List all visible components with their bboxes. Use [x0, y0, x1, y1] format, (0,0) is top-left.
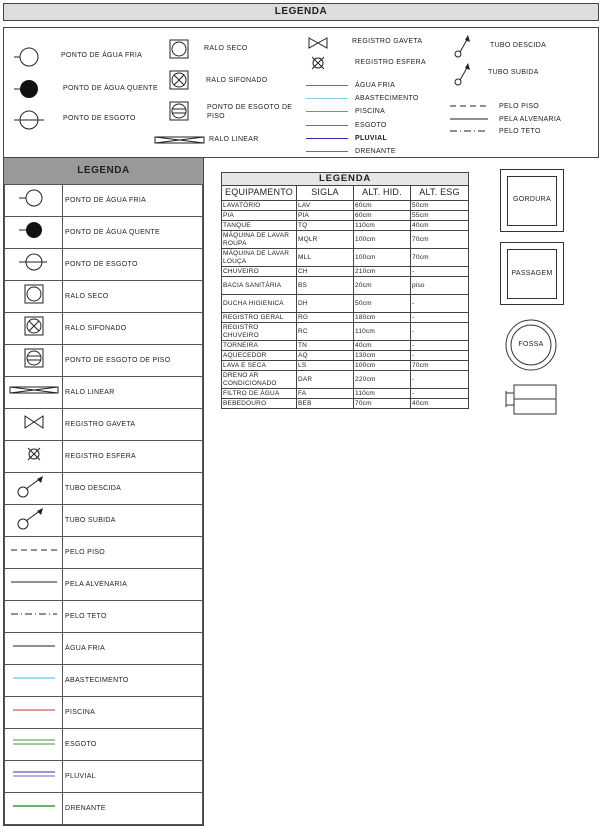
dash-dot-line-icon — [5, 601, 62, 627]
equipment-cell: DRENO AR CONDICIONADO — [222, 371, 297, 389]
blue-double-line-icon — [5, 761, 62, 787]
heater-icon — [504, 383, 560, 417]
left-legend-symbol-cell — [5, 633, 63, 665]
table-row — [222, 277, 469, 295]
alt-esg-cell: - — [411, 323, 469, 341]
table-row — [222, 267, 469, 277]
sigla-cell: RG — [297, 313, 354, 323]
equipment-cell: LAVATÓRIO — [222, 201, 297, 211]
top-valve-label-0: REGISTRO GAVETA — [352, 38, 423, 45]
alt-hid-cell: 210cm — [354, 267, 411, 277]
filled-circle-icon — [5, 217, 62, 243]
alt-esg-cell: - — [411, 351, 469, 361]
sigla-cell: DH — [297, 295, 354, 313]
sigla-cell: TQ — [297, 221, 354, 231]
circle-line-icon — [14, 111, 44, 129]
left-legend-label: RALO SIFONADO — [63, 313, 203, 345]
left-legend-symbol-cell — [5, 505, 63, 537]
top-legend-box — [3, 27, 599, 158]
top-linestyle-label-2: PELO TETO — [499, 128, 541, 135]
sigla-cell: CH — [297, 267, 354, 277]
top-col1-label-1: PONTO DE ÁGUA QUENTE — [63, 85, 158, 92]
top-line-style-symbols — [448, 100, 490, 136]
table-row — [222, 221, 469, 231]
ball-valve-icon — [312, 57, 324, 69]
header-sigla: SIGLA — [297, 186, 354, 201]
equipment-cell: LAVA E SECA — [222, 361, 297, 371]
alt-esg-cell: 40cm — [411, 399, 469, 409]
passagem-label: PASSAGEM — [511, 270, 553, 277]
color-line-0 — [306, 85, 348, 86]
left-legend-label: PONTO DE ESGOTO — [63, 249, 203, 281]
equipment-cell: TANQUE — [222, 221, 297, 231]
table-row — [222, 249, 469, 267]
left-legend-symbol-cell — [5, 217, 63, 249]
equipment-cell: PIA — [222, 211, 297, 221]
alt-hid-cell: 220cm — [354, 371, 411, 389]
alt-hid-cell: 40cm — [354, 341, 411, 351]
table-row — [222, 389, 469, 399]
equipment-cell: REGISTRO CHUVEIRO — [222, 323, 297, 341]
left-legend-symbol-cell — [5, 249, 63, 281]
left-legend-symbol-cell — [5, 761, 63, 793]
passagem-box — [500, 242, 564, 305]
gordura-box — [500, 169, 564, 232]
table-row — [222, 201, 469, 211]
top-tube-symbols — [450, 32, 478, 88]
left-legend-symbol-cell — [5, 473, 63, 505]
left-legend-symbol-cell — [5, 793, 63, 825]
table-row — [222, 313, 469, 323]
alt-esg-cell: 70cm — [411, 231, 469, 249]
sigla-cell: TN — [297, 341, 354, 351]
green-line-icon — [5, 793, 62, 819]
sigla-cell: DAR — [297, 371, 354, 389]
left-legend-row — [5, 441, 203, 473]
left-legend-row — [5, 281, 203, 313]
sigla-cell: BEB — [297, 399, 354, 409]
table-row — [222, 371, 469, 389]
left-legend-row — [5, 217, 203, 249]
alt-hid-cell: 20cm — [354, 277, 411, 295]
table-row — [222, 211, 469, 221]
top-col1-label-2: PONTO DE ESGOTO — [63, 115, 136, 122]
left-legend-row — [5, 313, 203, 345]
equipment-table — [221, 172, 469, 409]
ball-valve-icon — [5, 441, 62, 467]
left-legend-row — [5, 505, 203, 537]
circle-line-icon — [5, 249, 62, 275]
sigla-cell: LS — [297, 361, 354, 371]
top-tube-label-1: TUBO SUBIDA — [488, 69, 539, 76]
header-alt-esg: ALT. ESG — [411, 186, 469, 201]
sigla-cell: MLL — [297, 249, 354, 267]
left-legend-symbol-cell — [5, 377, 63, 409]
top-col2-symbols — [168, 38, 192, 128]
alt-hid-cell: 110cm — [354, 389, 411, 399]
left-legend-label: RALO LINEAR — [63, 377, 203, 409]
color-line-label-0: ÁGUA FRIA — [355, 82, 396, 89]
alt-hid-cell: 130cm — [354, 351, 411, 361]
open-circle-icon — [14, 48, 38, 66]
top-col2-label-3: RALO LINEAR — [209, 136, 259, 143]
color-line-label-5: DRENANTE — [355, 148, 396, 155]
sigla-cell: PIA — [297, 211, 354, 221]
alt-hid-cell: 60cm — [354, 201, 411, 211]
header-equipamento: EQUIPAMENTO — [222, 186, 297, 201]
left-legend-label: ABASTECIMENTO — [63, 665, 203, 697]
gordura-label: GORDURA — [513, 196, 551, 203]
left-legend-row — [5, 761, 203, 793]
left-legend-label: PELO TETO — [63, 601, 203, 633]
top-legend-title: LEGENDA — [3, 3, 599, 21]
gate-valve-icon — [5, 409, 62, 435]
left-legend-label: DRENANTE — [63, 793, 203, 825]
alt-hid-cell: 100cm — [354, 249, 411, 267]
color-line-4 — [306, 138, 348, 139]
left-legend-symbol-cell — [5, 729, 63, 761]
left-legend-symbol-cell — [5, 409, 63, 441]
equipment-cell: REGISTRO GERAL — [222, 313, 297, 323]
left-legend-symbol-cell — [5, 345, 63, 377]
linear-drain-icon — [154, 135, 206, 145]
left-legend-symbol-cell — [5, 665, 63, 697]
color-line-3 — [306, 125, 348, 126]
alt-hid-cell: 180cm — [354, 313, 411, 323]
color-line-label-4: PLUVIAL — [355, 134, 388, 142]
sigla-cell: LAV — [297, 201, 354, 211]
alt-esg-cell: - — [411, 295, 469, 313]
left-legend-symbol-cell — [5, 185, 63, 217]
alt-hid-cell: 70cm — [354, 399, 411, 409]
table-row — [222, 361, 469, 371]
alt-hid-cell: 100cm — [354, 231, 411, 249]
left-legend-row — [5, 665, 203, 697]
equipment-table-title: LEGENDA — [222, 173, 469, 186]
left-legend-symbol-cell — [5, 441, 63, 473]
left-legend-label: RALO SECO — [63, 281, 203, 313]
solid-line-icon — [5, 569, 62, 595]
left-legend-label: PONTO DE ÁGUA QUENTE — [63, 217, 203, 249]
fossa-label: FOSSA — [518, 341, 544, 348]
top-tube-label-0: TUBO DESCIDA — [490, 42, 547, 49]
left-legend-row — [5, 793, 203, 825]
table-row — [222, 295, 469, 313]
red-line-icon — [5, 697, 62, 723]
alt-hid-cell: 100cm — [354, 361, 411, 371]
tube-down-icon — [5, 473, 62, 499]
gate-valve-icon — [309, 38, 327, 48]
left-legend-label: PLUVIAL — [63, 761, 203, 793]
table-row — [222, 323, 469, 341]
alt-esg-cell: - — [411, 389, 469, 399]
left-legend-label: ÁGUA FRIA — [63, 633, 203, 665]
linear-drain-icon — [5, 377, 62, 403]
left-legend-label: TUBO SUBIDA — [63, 505, 203, 537]
color-line-2 — [306, 111, 348, 112]
table-row — [222, 351, 469, 361]
sigla-cell: BS — [297, 277, 354, 295]
color-line-label-1: ABASTECIMENTO — [355, 95, 419, 103]
left-legend-label: PONTO DE ÁGUA FRIA — [63, 185, 203, 217]
equipment-cell: CHUVEIRO — [222, 267, 297, 277]
passagem-inner — [507, 249, 557, 299]
top-col2-label-0: RALO SECO — [204, 45, 248, 52]
left-legend-row — [5, 729, 203, 761]
equipment-cell: MÁQUINA DE LAVAR ROUPA — [222, 231, 297, 249]
left-legend-label: ESGOTO — [63, 729, 203, 761]
top-valve-symbols — [306, 36, 330, 72]
dashed-line-icon — [5, 537, 62, 563]
equipment-cell: DUCHA HIGIENICA — [222, 295, 297, 313]
left-legend-label: REGISTRO ESFERA — [63, 441, 203, 473]
gordura-inner — [507, 176, 557, 226]
left-legend-row — [5, 569, 203, 601]
top-valve-label-1: REGISTRO ESFERA — [355, 59, 427, 66]
equipment-cell: BEBEDOURO — [222, 399, 297, 409]
left-legend-row — [5, 377, 203, 409]
sigla-cell: RC — [297, 323, 354, 341]
cyan-line-icon — [5, 665, 62, 691]
filled-circle-icon — [14, 80, 38, 98]
alt-esg-cell: piso — [411, 277, 469, 295]
left-legend-row — [5, 633, 203, 665]
alt-esg-cell: - — [411, 341, 469, 351]
left-legend-table — [4, 184, 203, 825]
alt-hid-cell: 110cm — [354, 221, 411, 231]
top-col2-label-2: PONTO DE ESGOTO DE PISO — [207, 104, 293, 120]
table-row — [222, 341, 469, 351]
color-line-label-3: ESGOTO — [355, 121, 387, 129]
top-linestyle-label-1: PELA ALVENARIA — [499, 116, 562, 123]
left-legend-label: PISCINA — [63, 697, 203, 729]
square-x-circle-icon — [170, 71, 188, 89]
alt-hid-cell: 60cm — [354, 211, 411, 221]
sigla-cell: FA — [297, 389, 354, 399]
alt-esg-cell: 70cm — [411, 249, 469, 267]
left-legend-symbol-cell — [5, 569, 63, 601]
equipment-cell: AQUECEDOR — [222, 351, 297, 361]
sigla-cell: MQLR — [297, 231, 354, 249]
left-legend-symbol-cell — [5, 281, 63, 313]
alt-esg-cell: - — [411, 313, 469, 323]
equipment-cell: FILTRO DE ÁGUA — [222, 389, 297, 399]
alt-hid-cell: 110cm — [354, 323, 411, 341]
tube-up-icon — [455, 63, 470, 85]
header-alt-hid: ALT. HID. — [354, 186, 411, 201]
equipment-cell: MÁQUINA DE LAVAR LOUÇA — [222, 249, 297, 267]
left-legend-symbol-cell — [5, 537, 63, 569]
square-circle-lines-icon — [170, 102, 188, 120]
left-legend-row — [5, 473, 203, 505]
left-legend-label: PONTO DE ESGOTO DE PISO — [63, 345, 203, 377]
alt-esg-cell: - — [411, 371, 469, 389]
alt-esg-cell: 55cm — [411, 211, 469, 221]
equipment-cell: BACIA SANITÁRIA — [222, 277, 297, 295]
left-legend-row — [5, 249, 203, 281]
left-legend — [3, 157, 204, 826]
left-legend-row — [5, 537, 203, 569]
top-col2-label-1: RALO SIFONADO — [206, 77, 268, 84]
color-line-1 — [306, 98, 348, 99]
left-legend-row — [5, 601, 203, 633]
left-legend-row — [5, 409, 203, 441]
left-legend-title: LEGENDA — [4, 158, 203, 184]
alt-esg-cell: 40cm — [411, 221, 469, 231]
table-row — [222, 399, 469, 409]
color-line-5 — [306, 151, 348, 152]
table-row — [222, 231, 469, 249]
alt-esg-cell: 50cm — [411, 201, 469, 211]
square-circle-icon — [5, 281, 62, 307]
left-legend-symbol-cell — [5, 601, 63, 633]
left-legend-symbol-cell — [5, 313, 63, 345]
left-legend-row — [5, 345, 203, 377]
equipment-cell: TORNEIRA — [222, 341, 297, 351]
square-circle-icon — [170, 40, 188, 58]
left-legend-row — [5, 185, 203, 217]
square-x-circle-icon — [5, 313, 62, 339]
sigla-cell: AQ — [297, 351, 354, 361]
top-col1-symbols — [12, 44, 46, 144]
tube-up-icon — [5, 505, 62, 531]
alt-esg-cell: 70cm — [411, 361, 469, 371]
open-circle-icon — [5, 185, 62, 211]
alt-esg-cell: - — [411, 267, 469, 277]
alt-hid-cell: 50cm — [354, 295, 411, 313]
left-legend-label: REGISTRO GAVETA — [63, 409, 203, 441]
left-legend-label: PELO PISO — [63, 537, 203, 569]
color-line-label-2: PISCINA — [355, 108, 386, 116]
tube-down-icon — [455, 35, 470, 57]
green-double-line-icon — [5, 729, 62, 755]
top-col1-label-0: PONTO DE ÁGUA FRIA — [61, 52, 143, 59]
top-linestyle-label-0: PELO PISO — [499, 103, 540, 110]
left-legend-label: PELA ALVENARIA — [63, 569, 203, 601]
black-line-icon — [5, 633, 62, 659]
left-legend-label: TUBO DESCIDA — [63, 473, 203, 505]
square-circle-lines-icon — [5, 345, 62, 371]
